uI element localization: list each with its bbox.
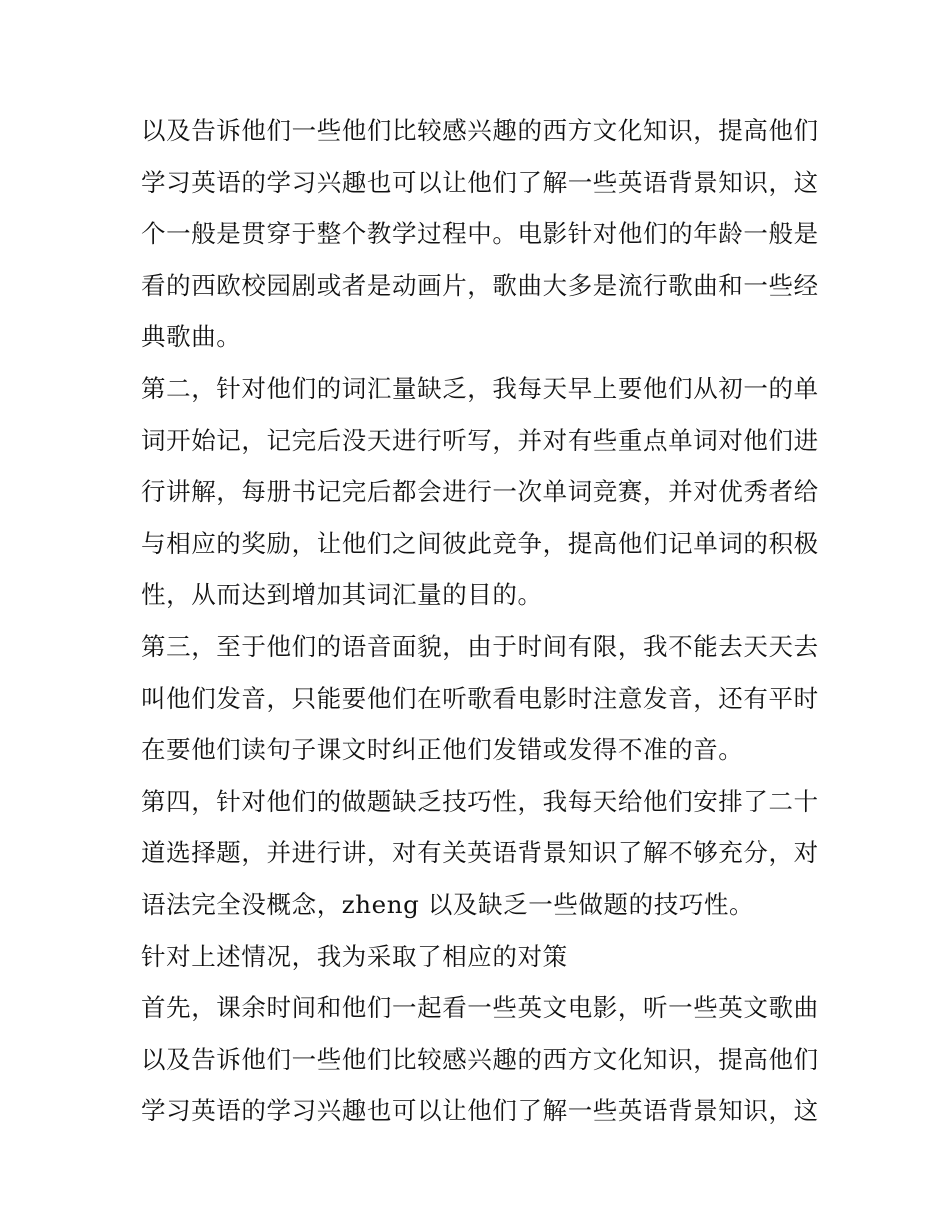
text-line: 词开始记，记完后没天进行听写，并对有些重点单词对他们进 [141,425,819,455]
text-line: 第三，至于他们的语音面貌，由于时间有限，我不能去天天去 [141,631,819,661]
text-line: 性，从而达到增加其词汇量的目的。 [141,580,543,610]
text-line: 语法完全没概念，zheng 以及缺乏一些做题的技巧性。 [141,889,755,919]
text-line: 首先，课余时间和他们一起看一些英文电影，听一些英文歌曲 [141,993,819,1023]
text-line: 学习英语的学习兴趣也可以让他们了解一些英语背景知识，这 [141,167,819,197]
text-line: 行讲解，每册书记完后都会进行一次单词竞赛，并对优秀者给 [141,477,819,507]
text-line: 第四，针对他们的做题缺乏技巧性，我每天给他们安排了二十 [141,786,819,816]
text-line: 第二，针对他们的词汇量缺乏，我每天早上要他们从初一的单 [141,373,819,403]
text-line: 以及告诉他们一些他们比较感兴趣的西方文化知识，提高他们 [141,1044,819,1074]
text-line: 以及告诉他们一些他们比较感兴趣的西方文化知识，提高他们 [141,116,819,145]
text-line: 看的西欧校园剧或者是动画片，歌曲大多是流行歌曲和一些经 [141,270,819,300]
document-body [141,105,819,1137]
text-line: 学习英语的学习兴趣也可以让他们了解一些英语背景知识，这 [141,1096,819,1126]
text-line: 在要他们读句子课文时纠正他们发错或发得不准的音。 [141,735,744,765]
text-line: 叫他们发音，只能要他们在听歌看电影时注意发音，还有平时 [141,683,819,713]
text-line: 典歌曲。 [141,322,242,352]
text-line: 道选择题，并进行讲，对有关英语背景知识了解不够充分，对 [141,838,819,868]
text-line: 个一般是贯穿于整个教学过程中。电影针对他们的年龄一般是 [141,219,819,249]
text-line: 针对上述情况，我为采取了相应的对策 [141,941,568,971]
text-line: 与相应的奖励，让他们之间彼此竞争，提高他们记单词的积极 [141,528,819,558]
